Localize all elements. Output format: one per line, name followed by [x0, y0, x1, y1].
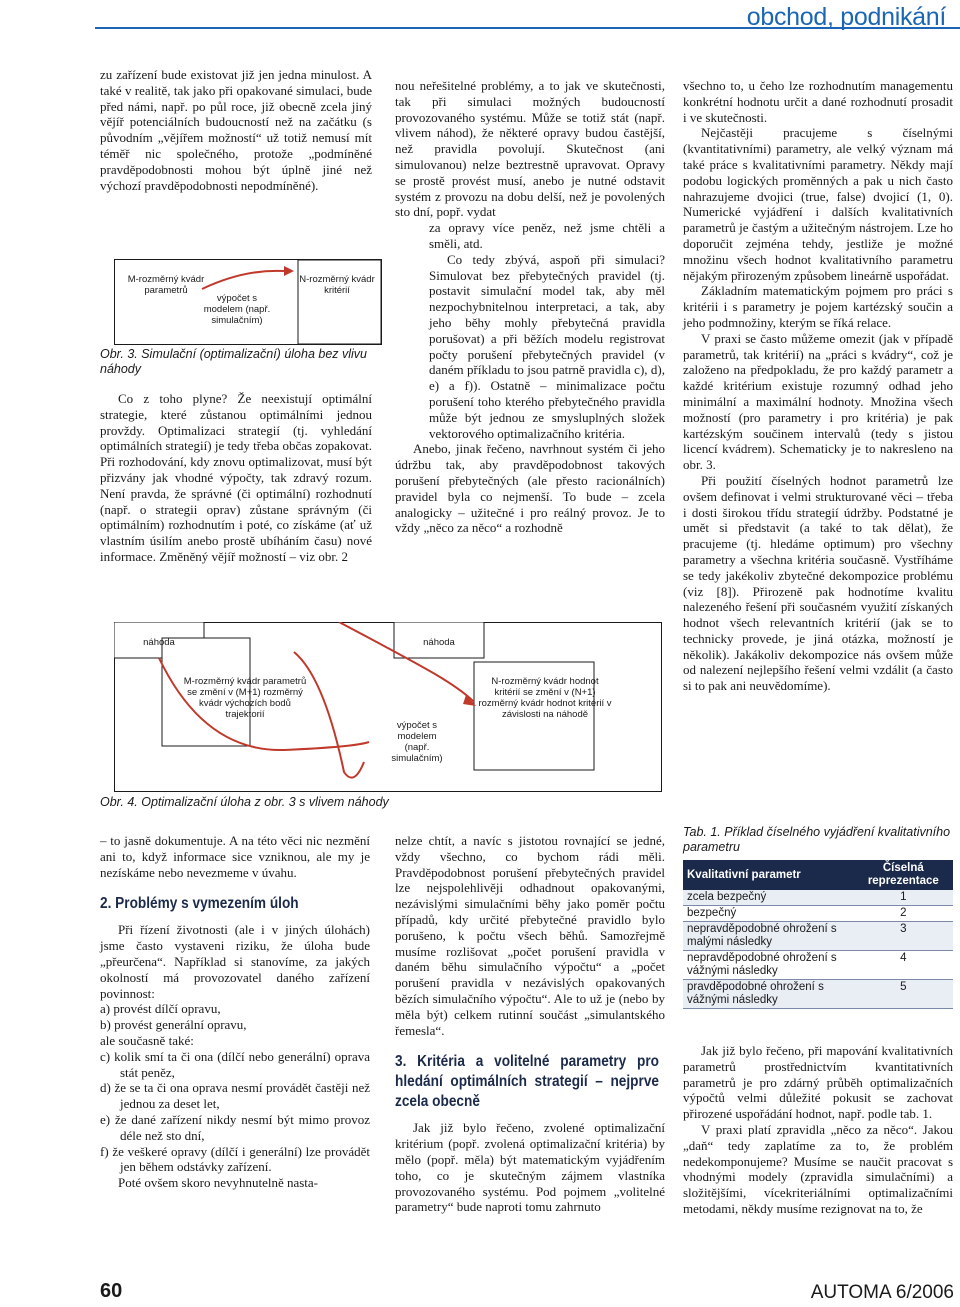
table-cell: 5 — [854, 980, 953, 1009]
list-item: d) že se ta či ona oprava nesmí provádět častěji než jednou za deset let, — [100, 1080, 370, 1112]
list-intro: ale současně také: — [100, 1032, 194, 1048]
fig4-chance-left: náhoda — [143, 637, 175, 648]
fig4-left-text: M-rozměrný kvádr parametrů se změní v (M+1) rozměrný kvádr výchozích bodů trajektorií — [183, 676, 307, 720]
section-heading: 2. Problémy s vymezením úloh — [100, 895, 299, 913]
table-caption: Tab. 1. Příklad číselného vyjádření kvalitativního parametru — [683, 825, 951, 854]
fig3-right-label: N-rozměrný kvádr kritérií — [299, 274, 375, 296]
fig4-chance-right: náhoda — [423, 637, 455, 648]
column-3-bottom — [683, 1043, 953, 1217]
table-cell: zcela bezpečný — [683, 890, 854, 906]
fig3-caption: Obr. 3. Simulační (optimalizační) úloha bez vlivu náhody — [100, 347, 368, 376]
table-row — [683, 951, 953, 980]
paragraph: V praxi platí zpravidla „něco za něco“. Jakou „daň“ tedy zaplatíme za to, že problém nedekomponujeme? Musíme se naučit pracovat s vhodnými modely (zpravidla simulačními) a složitějšími, vícekriteriálními optimalizačními metodami, někdy musíme rezignovat na to, že — [683, 1121, 953, 1216]
paragraph: Nejčastěji pracujeme s číselnými (kvantitativními) parametry, ale velký význam má také práce s kvalitativními parametry. Někdy mají podobu logických proměnných a pak u nich často nahrazujeme dvojici (true, false) dvojicí (1, 0). Numerické vyjádření i dalších kvalitativních parametrů je častým a užitečným nástrojem. Lze ho doporučit zejména tehdy, jestliže je možné množinu všech hodnot kvalitativního parametru nějakým přirozeným způsobem lineárně uspořádat. — [683, 125, 953, 283]
paragraph: za opravy více peněz, než jsme chtěli a směli, atd. — [429, 220, 665, 251]
paragraph: Co tedy zbývá, aspoň při simulaci? Simulovat bez přebytečných pravidel (tj. postavit simulační model tak, aby měl nezpochybnitelnou interpretaci, a tak, aby jeho běhy mohly přebytečná pravidla porušovat) a při běžích modelu registrovat počty porušení přebytečných pravidel (v daném příkladu to jsou patrně pravidla c), d), e) a f)). Ostatně – minimalizace počtu porušení toho kterého přebytečného pravidla může být jednou ze smysluplných složek vektorového optimalizačního kritéria. — [429, 251, 665, 441]
column-2-top — [395, 78, 665, 536]
list-item: b) provést generální opravu, — [100, 1017, 247, 1033]
paragraph: všechno to, u čeho lze rozhodnutím managementu konkrétní hodnotu určit a dané rozhodnutí prosadit i ve skutečnosti. — [683, 78, 953, 125]
fig3-left-label: M-rozměrný kvádr parametrů — [127, 274, 205, 296]
table-row — [683, 906, 953, 922]
table-cell: 2 — [854, 906, 953, 922]
table-cell: pravděpodobné ohrožení s vážnými následky — [683, 980, 854, 1009]
paragraph: – to jasně dokumentuje. A na této věci nic nezmění ani to, když informace sice vzniknou, ale my je nezískáme nebo nevezmeme v úvahu. — [100, 833, 370, 880]
column-2-bottom — [395, 833, 665, 1215]
list-item: a) provést dílčí opravu, — [100, 1001, 221, 1017]
paragraph: Anebo, jinak řečeno, navrhnout systém či jeho údržbu tak, aby pravděpodobnost takových porušení přebytečných (ale přesto racionálních) pravidel byla co nejmenší. To bude – zcela analogicky – užitečné i pro reálný provoz. Je to vždy „něco za něco“ a rozhodně — [395, 441, 665, 536]
paragraph: Jak již bylo řečeno, zvolené optimalizační kritérium (popř. zvolená optimalizační kritéria) by mělo (popř. měla) být matematickým vyjádřením toho, co je skutečným zájmem vlastníka provozovaného systému. Pod pojmem „volitelné parametry“ bude naproti tomu zahrnuto — [395, 1120, 665, 1215]
table-cell: 1 — [854, 890, 953, 906]
list-item: e) že dané zařízení nikdy nesmí být mimo provoz déle než sto dní, — [100, 1111, 370, 1143]
list-item: c) kolik smí ta či ona (dílčí nebo generální) oprava stát peněz, — [100, 1048, 370, 1080]
list-item: f) že veškeré opravy (dílčí i generální) lze provádět jen během odstávky zařízení. — [100, 1143, 370, 1175]
paragraph: zu zařízení bude existovat již jen jedna minulost. A také v realitě, tak jako při opakované simulaci, bude před námi, např. po půl roce, již obecně zcela jiný vějíř potenciálních budoucností než na začátku (s původním „vějířem možností“ už totiž nemusí mít téměř nic společného, protože „podmíněné pravděpodobnosti mohou být úplně jiné než výchozí pravděpodobnosti nepodmíněné). — [100, 67, 372, 193]
paragraph: Jak již bylo řečeno, při mapování kvalitativních parametrů prostřednictvím kvantitativních parametrů je pro zdárný průběh optimalizačních výpočtů velmi důležité pokusit se zachovat přirozené uspořádání hodnot, např. podle tab. 1. — [683, 1043, 953, 1122]
paragraph: nelze chtít, a navíc s jistotou rovnající se jedné, vždy všechno, co bychom rádi měli. Pravděpodobnost porušení přebytečných pravidel lze nejspolehlivěji odhadnout opakovanými, nezávislými simulačními běhy jako poměr počtu případů, kdy určité přebytečné pravidlo bylo porušeno, k počtu všech běhů. Samozřejmě musíme rozlišovat „počet porušení pravidla v daném běhu simulačního výpočtu“ a „počet porušení pravidla v nezávislých opakovaných bězích simulačního výpočtu“. Ale to už je (nebo by měla být) celkem rutinní součást „simulantského řemesla“. — [395, 833, 665, 1038]
column-1-bottom — [100, 833, 370, 1191]
fig4-middle-text: výpočet s modelem (např. simulačním) — [391, 720, 443, 764]
column-3-top — [683, 78, 953, 694]
page-number: 60 — [100, 1280, 123, 1302]
table-cell: 4 — [854, 951, 953, 980]
paragraph: Poté ovšem skoro nevyhnutelně nasta- — [118, 1175, 319, 1191]
table-cell: nepravděpodobné ohrožení s malými následky — [683, 922, 854, 951]
paragraph: V praxi se často můžeme omezit (jak v případě parametrů, tak kritérií) na „práci s kvádry“, což je založeno na předpokladu, že pro každý parametr a každé kritérium existuje rozumný odhad jeho minimální a maximální hodnoty. Množina všech možností (pro parametry i pro kritéria) je pak kartézským součinem intervalů (tedy s jistou licencí kvádrem). Schematicky je to nakresleno na obr. 3. — [683, 330, 953, 473]
table-header-row — [683, 860, 953, 890]
quality-table — [683, 860, 953, 1009]
table-header: Číselná reprezentace — [854, 860, 953, 890]
column-1-middle — [100, 391, 372, 565]
fig4-caption: Obr. 4. Optimalizační úloha z obr. 3 s vlivem náhody — [100, 795, 389, 809]
table-row — [683, 922, 953, 951]
column-1-top — [100, 67, 372, 193]
table-row — [683, 890, 953, 906]
paragraph: Co z toho plyne? Že neexistují optimální strategie, které zůstanou optimálními jednou provždy. Optimalizaci strategií (tj. vyhledání optimálních strategií) je tedy třeba občas zopakovat. Při rozhodování, kdy znovu optimalizovat, musí být přizvány jak vhodné výpočty, tak zdravý rozum. Není pravda, že správné (či optimální) rozhodnutí (např. o strategii oprav) zůstane správným (či optimálním) rozhodnutím i poté, co získáme (ať už vlastním úsilím anebo prostě ubíháním času) nové informace. Změněný vějíř možností – viz obr. 2 — [100, 391, 372, 564]
fig4-right-text: N-rozměrný kvádr hodnot kritérií se změní v (N+1) rozměrný kvádr hodnot kritérií v závislosti na náhodě — [478, 676, 612, 720]
section-title: obchod, podnikání — [746, 3, 946, 31]
journal-name: AUTOMA 6/2006 — [810, 1282, 954, 1303]
paragraph: Základním matematickým pojmem pro práci s kritérii i s parametry je pojem kartézský součin a jeho podmnožiny, kterým se říká relace. — [683, 283, 953, 330]
table-cell: 3 — [854, 922, 953, 951]
obligation-list — [100, 1001, 370, 1175]
fig3-middle-label: výpočet s modelem (např. simulačním) — [203, 293, 271, 326]
table-header: Kvalitativní parametr — [683, 860, 854, 890]
table-cell: nepravděpodobné ohrožení s vážnými následky — [683, 951, 854, 980]
paragraph: Při řízení životnosti (ale i v jiných úlohách) jsme často vystaveni riziku, že úloha bude „přeurčena“. Například si stanovíme, za jakých okolností má provozovatel daného zařízení povinnost: — [100, 922, 370, 1001]
table-row — [683, 980, 953, 1009]
paragraph: nou neřešitelné problémy, a to jak ve skutečnosti, tak při simulaci možných budoucností provozovaného systému. Může se totiž stát (např. vlivem náhod), že některé opravy budou častější, než pravidla povolují. Skutečnost (ani simulovanou) nelze beztrestně upravovat. Opravy se prostě provést musí, anebo je nutné odstavit systém z provozu na dobu delší, než je povolených sto dní, popř. vydat — [395, 78, 665, 220]
section-heading: 3. Kritéria a volitelné parametry pro hledání optimálních strategií – nejprve zcela obecně — [395, 1053, 659, 1111]
paragraph: Při použití číselných hodnot parametrů lze ovšem definovat i velmi strukturované věci – třeba i dosti širokou třídu strategií údržby. Podstatné je umět si představit (a také to tak dělat), že pracujeme (tj. hledáme optimum) pro všechny parametry a všechna kritéria současně. Vystříháme se tedy jakékoliv zbytečné dekompozice problému (viz [8]). Přirozeně pak hodnotíme kvalitu nalezeného řešení při současném využití získaných hodnot všech relevantních kritérií (jak se to technicky provede, je jiná otázka, možností je několik). Jakákoliv dekompozice nás ovšem může od nalezení nejlepšího řešení velmi vzdálit (a často si to pak ani neuvědomíme). — [683, 472, 953, 694]
table-cell: bezpečný — [683, 906, 854, 922]
